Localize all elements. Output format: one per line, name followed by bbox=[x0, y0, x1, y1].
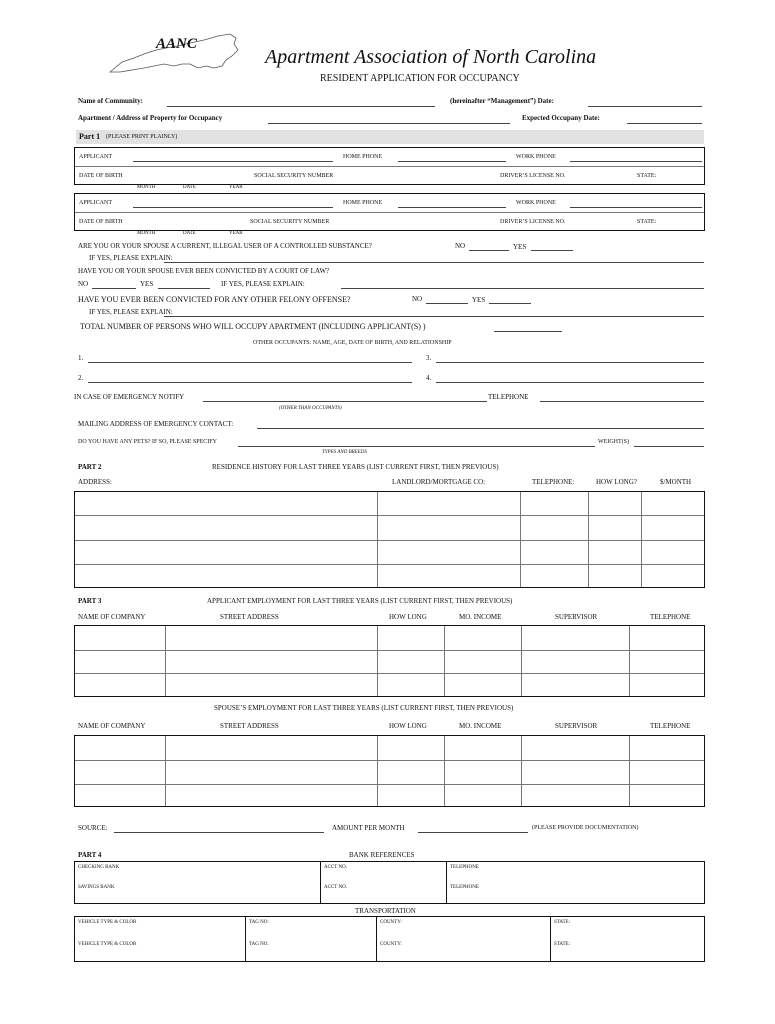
employment-row[interactable] bbox=[75, 626, 704, 650]
vehicle-1-label[interactable]: VEHICLE TYPE & COLOR bbox=[78, 920, 137, 925]
convicted-explain-field[interactable] bbox=[341, 288, 704, 289]
col-address: ADDRESS: bbox=[78, 478, 112, 486]
part1-note: (PLEASE PRINT PLAINLY) bbox=[106, 134, 178, 140]
home-phone-label: HOME PHONE bbox=[343, 154, 383, 160]
felony-no-field[interactable] bbox=[426, 303, 468, 304]
weights-label: WEIGHT(S) bbox=[598, 439, 629, 445]
provide-documentation-note: (PLEASE PROVIDE DOCUMENTATION) bbox=[532, 825, 639, 831]
apartment-address-field[interactable] bbox=[268, 123, 510, 124]
work-phone-label: WORK PHONE bbox=[516, 200, 556, 206]
pets-label: DO YOU HAVE ANY PETS? IF SO, PLEASE SPECIFY bbox=[78, 439, 217, 445]
spouse-employment-title: SPOUSE’S EMPLOYMENT FOR LAST THREE YEARS (LIST CURRENT FIRST, THEN PREVIOUS) bbox=[214, 704, 514, 712]
col-telephone: TELEPHONE bbox=[650, 722, 691, 730]
applicant-1-work-phone-field[interactable] bbox=[570, 161, 702, 162]
occupant-4-field[interactable] bbox=[436, 382, 704, 383]
apartment-address-label: Apartment / Address of Property for Occupancy bbox=[78, 114, 223, 122]
date-sub-label: DATE bbox=[183, 231, 196, 236]
col-street: STREET ADDRESS bbox=[220, 722, 279, 730]
savings-bank-label[interactable]: SAVINGS BANK bbox=[78, 885, 115, 890]
source-field[interactable] bbox=[114, 832, 324, 833]
occupant-2-number: 2. bbox=[78, 374, 84, 382]
col-landlord: LANDLORD/MORTGAGE CO: bbox=[392, 478, 486, 486]
col-income: MO. INCOME bbox=[459, 722, 502, 730]
applicant-1-home-phone-field[interactable] bbox=[398, 161, 506, 162]
checking-acct-label[interactable]: ACCT NO. bbox=[324, 865, 347, 870]
vehicle-1-county-label[interactable]: COUNTY: bbox=[380, 920, 402, 925]
convicted-question: HAVE YOU OR YOUR SPOUSE EVER BEEN CONVICTED BY A COURT OF LAW? bbox=[78, 267, 330, 275]
part3-title: APPLICANT EMPLOYMENT FOR LAST THREE YEARS (LIST CURRENT FIRST, THEN PREVIOUS) bbox=[207, 597, 513, 605]
occupant-4-number: 4. bbox=[426, 374, 432, 382]
part3-heading: PART 3 bbox=[78, 597, 102, 605]
emergency-notify-field[interactable] bbox=[203, 401, 487, 402]
types-breeds-note: TYPES AND BREEDS bbox=[322, 450, 367, 455]
col-how-long: HOW LONG? bbox=[596, 478, 637, 486]
residence-row[interactable] bbox=[75, 541, 704, 564]
state-label: STATE: bbox=[637, 173, 657, 179]
page-title: Apartment Association of North Carolina bbox=[265, 46, 597, 68]
occupant-2-field[interactable] bbox=[88, 382, 412, 383]
community-field[interactable] bbox=[167, 106, 435, 107]
bank-references-title: BANK REFERENCES bbox=[349, 851, 415, 859]
other-than-occupants-note: (OTHER THAN OCCUPANTS) bbox=[279, 406, 342, 411]
checking-bank-label[interactable]: CHECKING BANK bbox=[78, 865, 120, 870]
col-supervisor: SUPERVISOR bbox=[555, 722, 598, 730]
state-label: STATE: bbox=[637, 219, 657, 225]
date-field[interactable] bbox=[588, 106, 702, 107]
felony-explain-label: IF YES, PLEASE EXPLAIN: bbox=[89, 308, 173, 316]
employment-row[interactable] bbox=[75, 761, 704, 784]
ssn-label: SOCIAL SECURITY NUMBER bbox=[254, 173, 334, 179]
date-sub-label: DATE bbox=[183, 185, 196, 190]
employment-row[interactable] bbox=[75, 651, 704, 673]
substance-question: ARE YOU OR YOUR SPOUSE A CURRENT, ILLEGAL USER OF A CONTROLLED SUBSTANCE? bbox=[78, 242, 372, 250]
residence-row[interactable] bbox=[75, 565, 704, 587]
work-phone-label: WORK PHONE bbox=[516, 154, 556, 160]
convicted-yes-label: YES bbox=[140, 280, 154, 288]
convicted-no-label: NO bbox=[78, 280, 89, 288]
emergency-telephone-field[interactable] bbox=[540, 401, 704, 402]
amount-per-month-label: AMOUNT PER MONTH bbox=[332, 824, 405, 832]
pets-field[interactable] bbox=[238, 446, 595, 447]
col-telephone: TELEPHONE bbox=[650, 613, 691, 621]
year-label: YEAR bbox=[229, 231, 243, 236]
savings-acct-label[interactable]: ACCT NO. bbox=[324, 885, 347, 890]
substance-no-field[interactable] bbox=[469, 250, 509, 251]
emergency-notify-label: IN CASE OF EMERGENCY NOTIFY bbox=[74, 393, 185, 401]
total-persons-label: TOTAL NUMBER OF PERSONS WHO WILL OCCUPY APARTMENT (INCLUDING APPLICANT(S) ) bbox=[80, 322, 426, 331]
occupant-1-field[interactable] bbox=[88, 362, 412, 363]
substance-yes-field[interactable] bbox=[531, 250, 573, 251]
mailing-emergency-field[interactable] bbox=[257, 428, 704, 429]
dob-label: DATE OF BIRTH bbox=[79, 219, 123, 225]
employment-row[interactable] bbox=[75, 785, 704, 806]
license-label: DRIVER’S LICENSE NO. bbox=[500, 219, 566, 225]
amount-per-month-field[interactable] bbox=[418, 832, 528, 833]
convicted-yes-field[interactable] bbox=[158, 288, 210, 289]
substance-explain-label: IF YES, PLEASE EXPLAIN: bbox=[89, 254, 173, 262]
residence-row[interactable] bbox=[75, 492, 704, 515]
convicted-explain-label: IF YES, PLEASE EXPLAIN: bbox=[221, 280, 305, 288]
felony-explain-field[interactable] bbox=[164, 316, 704, 317]
community-label: Name of Community: bbox=[78, 97, 143, 105]
transportation-title: TRANSPORTATION bbox=[355, 907, 416, 915]
license-label: DRIVER’S LICENSE NO. bbox=[500, 173, 566, 179]
vehicle-2-county-label[interactable]: COUNTY: bbox=[380, 942, 402, 947]
col-how-long: HOW LONG bbox=[389, 613, 427, 621]
vehicle-2-label[interactable]: VEHICLE TYPE & COLOR bbox=[78, 942, 137, 947]
felony-yes-label: YES bbox=[472, 296, 486, 304]
col-street: STREET ADDRESS bbox=[220, 613, 279, 621]
part1-heading: Part 1 bbox=[79, 132, 101, 141]
vehicle-2-tag-label[interactable]: TAG NO. bbox=[249, 942, 269, 947]
substance-explain-field[interactable] bbox=[164, 262, 704, 263]
month-label: MONTH bbox=[137, 185, 156, 190]
employment-row[interactable] bbox=[75, 736, 704, 760]
occupant-3-field[interactable] bbox=[436, 362, 704, 363]
applicant-label: APPLICANT bbox=[79, 154, 113, 160]
applicant-2-work-phone-field[interactable] bbox=[570, 207, 702, 208]
convicted-no-field[interactable] bbox=[92, 288, 136, 289]
col-supervisor: SUPERVISOR bbox=[555, 613, 598, 621]
applicant-1-name-field[interactable] bbox=[133, 161, 333, 162]
col-per-month: $/MONTH bbox=[660, 478, 692, 486]
felony-no-label: NO bbox=[412, 295, 423, 303]
occupant-3-number: 3. bbox=[426, 354, 432, 362]
source-label: SOURCE: bbox=[78, 824, 108, 832]
residence-row[interactable] bbox=[75, 516, 704, 540]
ssn-label: SOCIAL SECURITY NUMBER bbox=[250, 219, 330, 225]
substance-no-label: NO bbox=[455, 242, 466, 250]
felony-yes-field[interactable] bbox=[489, 303, 531, 304]
weights-field[interactable] bbox=[634, 446, 704, 447]
page-subtitle: RESIDENT APPLICATION FOR OCCUPANCY bbox=[320, 73, 520, 84]
vehicle-2-state-label[interactable]: STATE: bbox=[554, 942, 570, 947]
col-telephone: TELEPHONE: bbox=[532, 478, 575, 486]
month-label: MONTH bbox=[137, 231, 156, 236]
col-company: NAME OF COMPANY bbox=[78, 613, 146, 621]
col-how-long: HOW LONG bbox=[389, 722, 427, 730]
bank-references-table bbox=[74, 861, 705, 904]
col-company: NAME OF COMPANY bbox=[78, 722, 146, 730]
mailing-emergency-label: MAILING ADDRESS OF EMERGENCY CONTACT: bbox=[78, 420, 234, 428]
total-persons-field[interactable] bbox=[494, 331, 562, 332]
vehicle-1-tag-label[interactable]: TAG NO: bbox=[249, 920, 269, 925]
occupant-1-number: 1. bbox=[78, 354, 84, 362]
vehicle-1-state-label[interactable]: STATE: bbox=[554, 920, 570, 925]
date-label: (hereinafter “Management”) Date: bbox=[450, 97, 554, 105]
year-label: YEAR bbox=[229, 185, 243, 190]
checking-telephone-label[interactable]: TELEPHONE bbox=[450, 865, 479, 870]
applicant-label: APPLICANT bbox=[79, 200, 113, 206]
emergency-telephone-label: TELEPHONE bbox=[488, 393, 529, 401]
col-income: MO. INCOME bbox=[459, 613, 502, 621]
savings-telephone-label[interactable]: TELEPHONE bbox=[450, 885, 479, 890]
part2-title: RESIDENCE HISTORY FOR LAST THREE YEARS (LIST CURRENT FIRST, THEN PREVIOUS) bbox=[212, 463, 499, 471]
expected-occupancy-label: Expected Occupany Date: bbox=[522, 114, 600, 122]
expected-occupancy-field[interactable] bbox=[627, 123, 702, 124]
other-occupants-label: OTHER OCCUPANTS: NAME, AGE, DATE OF BIRTH, AND RELATIONSHIP bbox=[253, 340, 452, 346]
home-phone-label: HOME PHONE bbox=[343, 200, 383, 206]
dob-label: DATE OF BIRTH bbox=[79, 173, 123, 179]
logo-text: AANC bbox=[156, 36, 197, 52]
applicant-2-home-phone-field[interactable] bbox=[398, 207, 506, 208]
part2-heading: PART 2 bbox=[78, 463, 102, 471]
part4-heading: PART 4 bbox=[78, 851, 102, 859]
applicant-2-name-field[interactable] bbox=[133, 207, 333, 208]
felony-question: HAVE YOU EVER BEEN CONVICTED FOR ANY OTHER FELONY OFFENSE? bbox=[78, 295, 351, 304]
employment-row[interactable] bbox=[75, 674, 704, 696]
substance-yes-label: YES bbox=[513, 243, 527, 251]
